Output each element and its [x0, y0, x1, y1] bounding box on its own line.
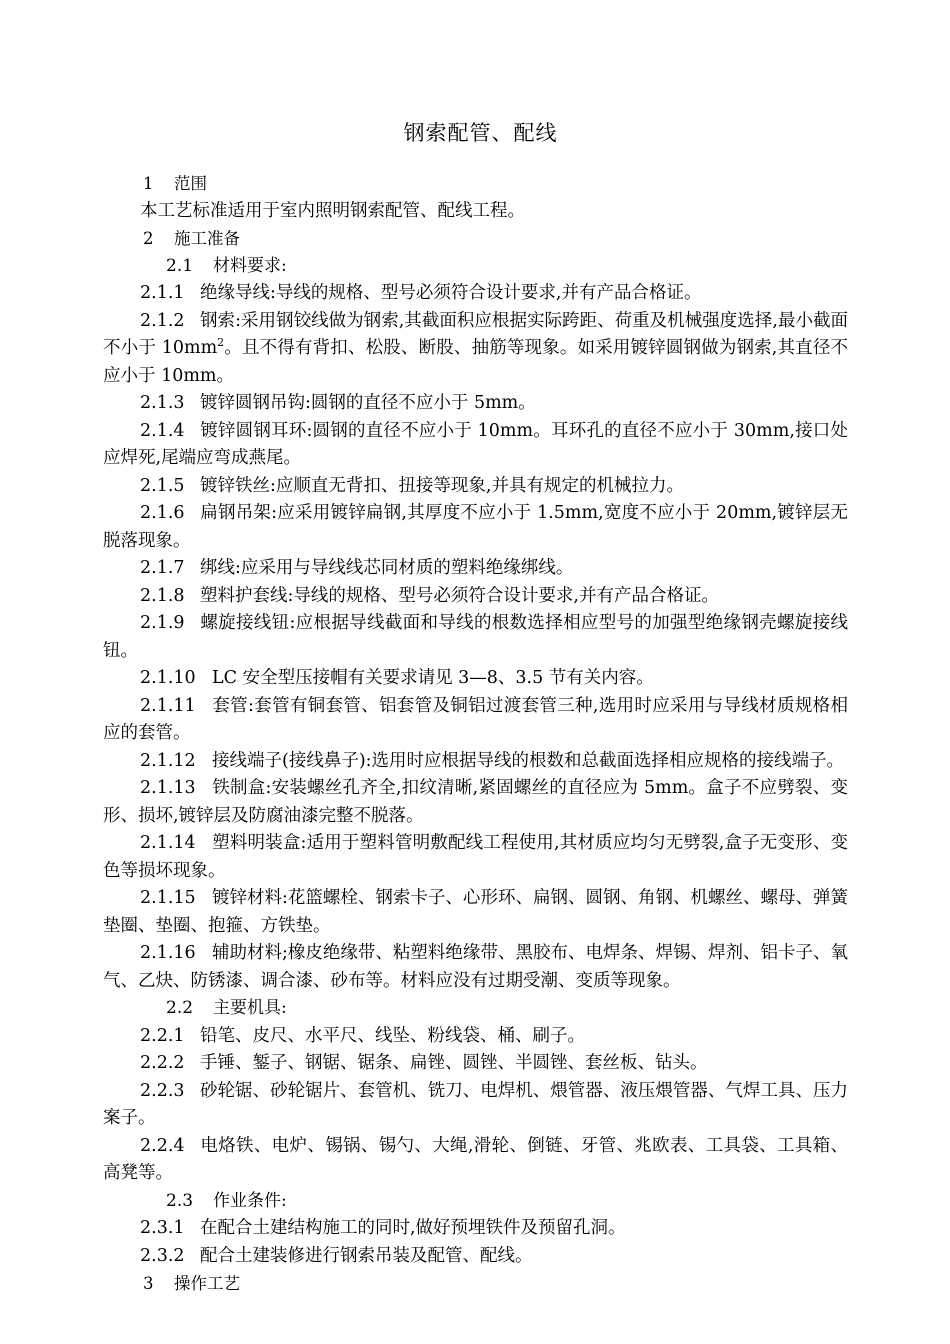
item-number: 2.1.3	[140, 393, 185, 413]
item-text: 镀锌圆钢耳环:圆钢的直径不应小于 10mm。耳环孔的直径不应小于 30mm,接口处应焊死,尾端应弯成燕尾。	[103, 420, 848, 468]
heading-section-2-2	[103, 995, 848, 1023]
item-text: 铅笔、皮尺、水平尺、线坠、粉线袋、桶、刷子。	[200, 1025, 585, 1046]
item-text: 手锤、錾子、钢锯、锯条、扁锉、圆锉、半圆锉、套丝板、钻头。	[200, 1053, 708, 1073]
list-item	[103, 830, 848, 885]
heading-section-1	[103, 170, 848, 198]
item-number: 2.2.1	[140, 1025, 185, 1046]
list-item	[103, 1050, 848, 1078]
item-text: 接线端子(接线鼻子):选用时应根据导线的根数和总截面选择相应规格的接线端子。	[212, 750, 845, 771]
heading-section-2-3	[103, 1188, 848, 1216]
item-number: 2.1.6	[140, 503, 185, 523]
list-item	[103, 940, 848, 995]
item-text: 铁制盒:安装螺丝孔齐全,扣纹清晰,紧固螺丝的直径应为 5mm。盒子不应劈裂、变形、损坏,镀锌层及防腐油漆完整不脱落。	[103, 778, 848, 826]
item-number: 2.1.9	[140, 613, 185, 633]
heading-label: 施工准备	[174, 229, 240, 248]
item-number: 2.1.14	[140, 833, 196, 853]
list-item	[103, 1215, 848, 1243]
list-item	[103, 693, 848, 748]
list-item	[103, 418, 848, 473]
page-title: 钢索配管、配线	[403, 121, 558, 145]
item-number: 2.1.13	[140, 778, 196, 798]
item-text: 绝缘导线:导线的规格、型号必须符合设计要求,并有产品合格证。	[200, 283, 702, 303]
list-item	[103, 1133, 848, 1188]
item-number: 2.1.7	[140, 558, 185, 578]
heading-label: 作业条件:	[213, 1190, 287, 1211]
list-item	[103, 308, 848, 391]
item-text: 辅助材料;橡皮绝缘带、粘塑料绝缘带、黑胶布、电焊条、焊锡、焊剂、铝卡子、氧气、乙炔、防锈漆、调合漆、砂布等。材料应没有过期受潮、变质等现象。	[103, 943, 848, 991]
item-number: 2.1.12	[140, 750, 196, 771]
item-number: 2.1.15	[140, 888, 196, 908]
item-number: 2.1.11	[140, 695, 196, 716]
item-text: 砂轮锯、砂轮锯片、套管机、铣刀、电焊机、煨管器、液压煨管器、气焊工具、压力案子。	[103, 1080, 848, 1128]
item-text: 绑线:应采用与导线线芯同材质的塑料绝缘绑线。	[200, 558, 574, 578]
item-number: 2.3.1	[140, 1218, 185, 1238]
list-item	[103, 473, 848, 501]
item-number: 2.2.4	[140, 1135, 185, 1156]
item-text: LC 安全型压接帽有关要求请见 3—8、3.5 节有关内容。	[212, 668, 654, 688]
list-item	[103, 1078, 848, 1133]
list-item	[103, 583, 848, 611]
item-text: 镀锌铁丝:应顺直无背扣、扭接等现象,并具有规定的机械拉力。	[200, 475, 684, 496]
list-item	[103, 775, 848, 830]
list-item	[103, 280, 848, 308]
item-number: 2.1.4	[140, 420, 185, 441]
document-body	[103, 118, 848, 1298]
item-number: 2.1.10	[140, 668, 196, 688]
list-item	[103, 1023, 848, 1051]
item-text-before-superscript: 钢索:采用钢铰线做为钢索,其截面积应根据实际跨距、荷重及机械强度选择,最小截面不小于 10mm	[103, 310, 848, 358]
list-item	[103, 748, 848, 776]
item-text: 镀锌材料:花篮螺栓、钢索卡子、心形环、扁钢、圆钢、角钢、机螺丝、螺母、弹簧垫圈、垫圈、抱箍、方铁垫。	[103, 888, 848, 936]
item-number: 2.3.2	[140, 1245, 185, 1266]
item-number: 2.1.1	[140, 283, 185, 303]
superscript-square: 2	[217, 336, 225, 350]
heading-section-2-1	[103, 253, 848, 281]
item-text: 电烙铁、电炉、锡锅、锡勺、大绳,滑轮、倒链、牙管、兆欧表、工具袋、工具箱、高凳等。	[103, 1135, 848, 1183]
heading-label: 材料要求:	[213, 255, 287, 276]
heading-number: 2.1	[166, 255, 194, 276]
heading-number: 1	[143, 174, 154, 193]
item-number: 2.2.3	[140, 1080, 185, 1101]
item-text-after-superscript: 。且不得有背扣、松股、断股、抽筋等现象。如采用镀锌圆钢做为钢索,其直径不应小于 10mm。	[103, 338, 848, 386]
list-item	[103, 390, 848, 418]
heading-number: 2.2	[166, 998, 194, 1018]
heading-number: 2.3	[166, 1190, 194, 1211]
list-item	[103, 665, 848, 693]
list-item	[103, 610, 848, 665]
item-text: 扁钢吊架:应采用镀锌扁钢,其厚度不应小于 1.5mm,宽度不应小于 20mm,镀锌层无脱落现象。	[103, 503, 848, 551]
heading-label: 范围	[174, 174, 207, 193]
list-item	[103, 500, 848, 555]
item-number: 2.1.8	[140, 585, 185, 606]
item-text: 塑料明装盒:适用于塑料管明敷配线工程使用,其材质应均匀无劈裂,盒子无变形、变色等损坏现象。	[103, 833, 848, 881]
list-item	[103, 885, 848, 940]
heading-section-3	[103, 1270, 848, 1298]
item-text: 在配合土建结构施工的同时,做好预埋铁件及预留孔洞。	[200, 1218, 626, 1238]
heading-number: 2	[143, 229, 154, 248]
paragraph-scope: 本工艺标准适用于室内照明钢索配管、配线工程。	[140, 200, 525, 221]
item-text: 螺旋接线钮:应根据导线截面和导线的根数选择相应型号的加强型绝缘钢壳螺旋接线钮。	[103, 613, 848, 661]
heading-label: 主要机具:	[213, 998, 287, 1018]
item-number: 2.1.16	[140, 943, 196, 963]
item-number: 2.1.5	[140, 475, 185, 496]
item-text: 配合土建装修进行钢索吊装及配管、配线。	[200, 1245, 533, 1266]
list-item	[103, 555, 848, 583]
list-item	[103, 1243, 848, 1271]
item-text: 塑料护套线:导线的规格、型号必须符合设计要求,并有产品合格证。	[200, 585, 719, 606]
heading-label: 操作工艺	[174, 1274, 240, 1293]
heading-number: 3	[143, 1274, 154, 1293]
item-number: 2.2.2	[140, 1053, 185, 1073]
item-number: 2.1.2	[140, 310, 185, 331]
item-text: 镀锌圆钢吊钩:圆钢的直径不应小于 5mm。	[200, 393, 536, 413]
heading-section-2	[103, 225, 848, 253]
item-text: 套管:套管有铜套管、铝套管及铜铝过渡套管三种,选用时应采用与导线材质规格相应的套管。	[103, 695, 848, 743]
